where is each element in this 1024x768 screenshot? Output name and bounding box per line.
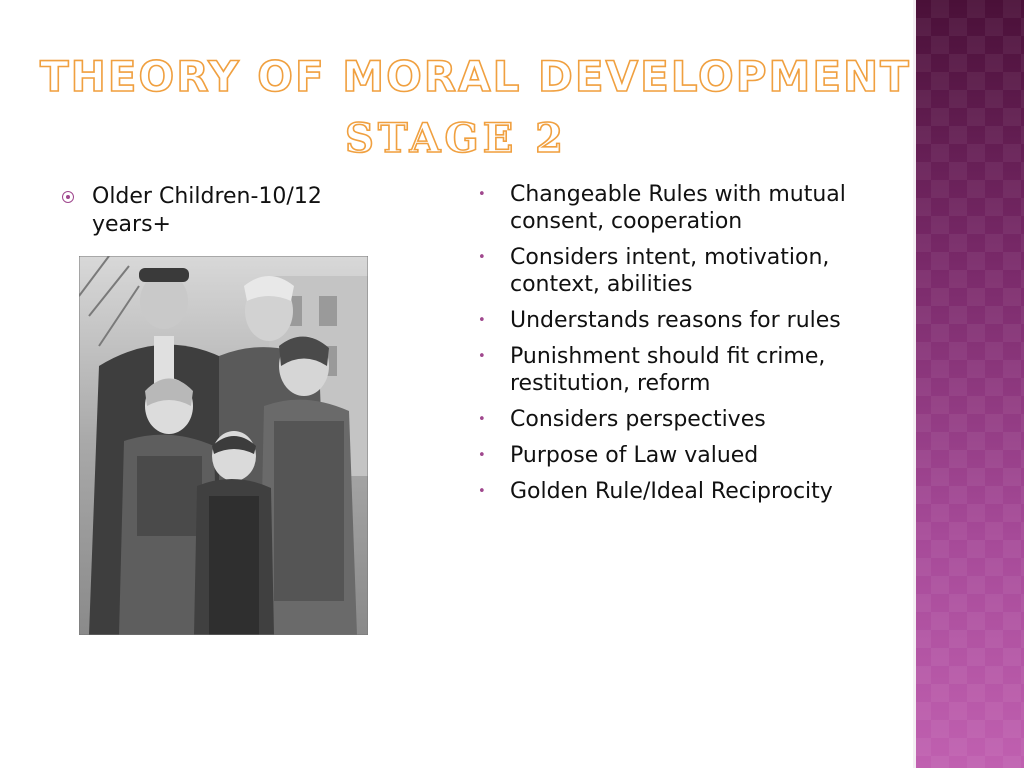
slide-subtitle: STAGE 2 [345,115,567,162]
list-item: • Considers intent, motivation, context, abilities [478,244,858,298]
family-photo-icon [79,256,368,635]
list-item: • Purpose of Law valued [478,442,858,469]
side-pattern [913,0,1024,768]
left-bullet-item [62,183,392,239]
criteria-list [478,181,858,514]
circle-bullet-icon [62,191,74,203]
side-decor-panel [913,0,1024,768]
left-bullet-text: Older Children-10/12 years+ [92,184,322,237]
list-item: • Changeable Rules with mutual consent, cooperation [478,181,858,235]
list-item: • Punishment should fit crime, restitution, reform [478,343,858,397]
list-item: • Understands reasons for rules [478,307,858,334]
list-item: • Golden Rule/Ideal Reciprocity [478,478,858,505]
side-divider [913,0,916,768]
slide-title: THEORY OF MORAL DEVELOPMENT [40,52,911,101]
list-item: • Considers perspectives [478,406,858,433]
